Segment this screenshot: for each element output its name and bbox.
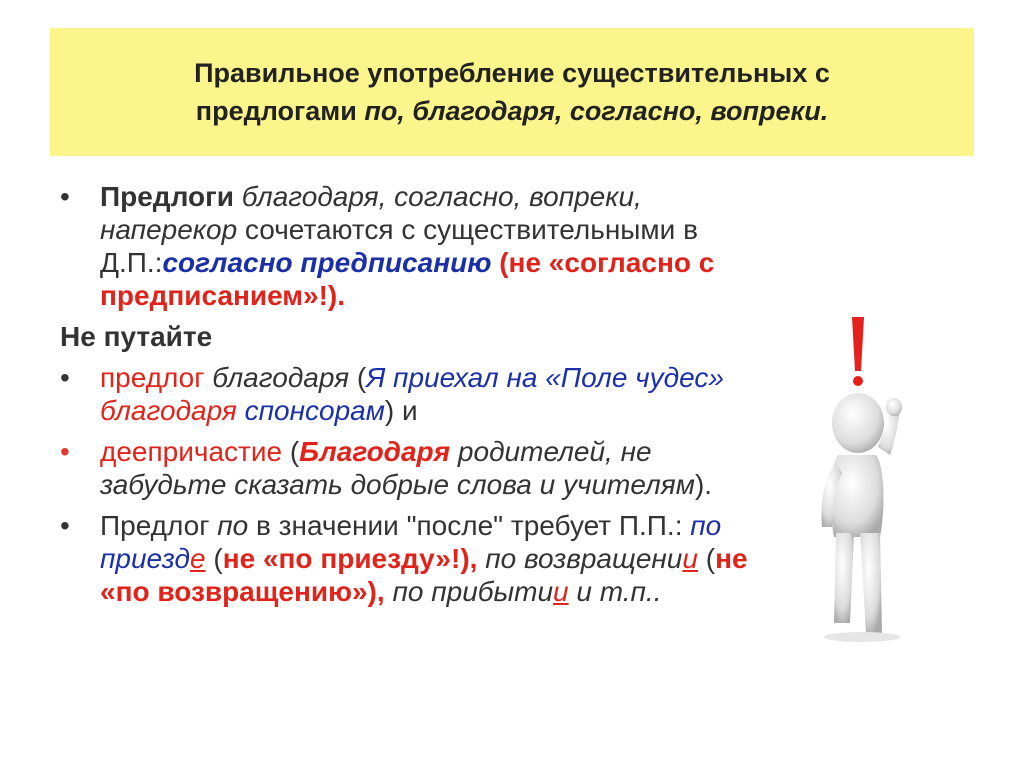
bullet4-text-1: Предлог [100,510,218,541]
title-line-1: Правильное употребление существительных с [194,58,830,88]
bullet3-participle: Благодаря [299,436,451,467]
exclamation-dot [853,376,863,386]
figure-leg-left [834,533,854,623]
bullet4-text-2: в значении "после" требует П.П.: [248,510,691,541]
bullet4-incorrect-1: не «по приезду»!), [222,543,478,574]
bullet1-incorrect-example: (не «согласно с предписанием»!). [100,247,715,311]
bullet-participle-blagodarya [60,435,750,501]
bullet-dot: • [60,181,70,212]
bullet-dot: • [60,510,70,541]
bullet-preposition-po [60,509,750,608]
bullet1-bold-term: Предлоги [100,181,234,212]
bullet2-italic-word: благодаря [204,362,350,393]
bullet-dot: • [60,436,70,467]
bullet2-paren-close: ) и [384,395,418,426]
figure-shadow [824,632,900,642]
bullet2-paren-open: ( [349,362,367,393]
bullet2-example-part2: спонсорам [236,395,385,426]
bullet3-example: родителей, не забудьте сказать добрые слова и учителям [100,436,695,500]
bullet4-paren-open-2: ( [697,543,716,574]
bullet4-incorrect-2: не «по возвращению»), [100,543,748,607]
title-line-2 [196,92,828,130]
bullet3-term: деепричастие [100,436,283,467]
title-banner [50,28,974,156]
bullet4-ending-3: и [553,576,569,607]
bullet-preposition-blagodarya [60,361,750,427]
bullet3-paren-close: ). [694,469,713,500]
bullet1-text: сочетаются с существительными в Д.П.: [100,214,698,278]
title-line-2-prefix: предлогами [195,96,365,126]
bullet4-etc: и т.п.. [568,576,662,607]
figure-hand [886,398,902,416]
bullet2-term: предлог [100,362,205,393]
exclamation-bar [852,317,864,371]
bullet4-ending-2: и [682,543,698,574]
bullet2-example-preposition: благодаря [100,395,237,426]
heading-do-not-confuse: Не путайте [60,321,213,352]
bullet4-example-1: по приезд [100,510,722,574]
bullet-dot: • [60,362,70,393]
bullet3-paren-open: ( [282,436,300,467]
bullet4-example-2: по возвращени [477,543,683,574]
bullet1-example: согласно предписанию [162,247,492,278]
bullet4-example-3: по прибыти [384,576,554,607]
thinking-person-exclamation-icon [800,305,930,645]
bullet4-paren-open-1: ( [205,543,223,574]
bullet-prepositions-dative [60,180,750,312]
figure-head [832,393,884,453]
figure-leg-right [860,533,882,633]
bullet2-example-part1: Я приехал на «Поле чудес» [366,362,724,393]
title-prepositions: по, благодаря, согласно, вопреки. [364,96,829,126]
bullet4-italic-po: по [217,510,249,541]
slide-content [60,180,750,616]
bullet1-italic-prepositions: благодаря, согласно, вопреки, наперекор [100,181,642,245]
bullet4-ending-1: е [190,543,206,574]
